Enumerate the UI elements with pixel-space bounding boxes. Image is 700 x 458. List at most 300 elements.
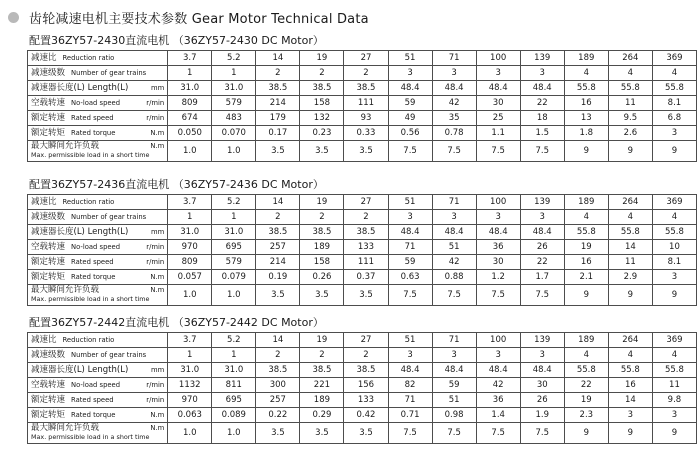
table-row	[28, 66, 697, 81]
table-row	[28, 255, 697, 270]
value-cell: 0.78	[432, 126, 476, 141]
param-name-zh: 额定转矩	[31, 128, 66, 138]
value-cell: 36	[476, 240, 520, 255]
section-title: 配置36ZY57-2436直流电机 （36ZY57-2436 DC Motor）	[29, 178, 324, 191]
param-label-cell	[28, 126, 168, 141]
value-cell: 2	[256, 348, 300, 363]
value-cell: 48.4	[432, 225, 476, 240]
value-cell: 1.4	[476, 408, 520, 423]
value-cell: 189	[564, 51, 608, 66]
value-cell: 970	[168, 393, 212, 408]
value-cell: 7.5	[388, 423, 432, 444]
value-cell: 71	[432, 333, 476, 348]
value-cell: 1.0	[168, 141, 212, 162]
value-cell: 189	[564, 195, 608, 210]
param-name-en: Rated speed	[71, 258, 114, 266]
value-cell: 48.4	[476, 363, 520, 378]
value-cell: 4	[652, 210, 696, 225]
value-cell: 55.8	[652, 225, 696, 240]
value-cell: 42	[432, 96, 476, 111]
value-cell: 51	[388, 333, 432, 348]
value-cell: 31.0	[212, 363, 256, 378]
value-cell: 26	[520, 240, 564, 255]
value-cell: 55.8	[564, 81, 608, 96]
param-name-zh: 空载转速	[31, 98, 66, 108]
param-label-cell	[28, 81, 168, 96]
spec-section-2436	[27, 176, 697, 306]
section-title: 配置36ZY57-2430直流电机 （36ZY57-2430 DC Motor）	[29, 34, 324, 47]
table-row	[28, 363, 697, 378]
value-cell: 7.5	[520, 141, 564, 162]
value-cell: 5.2	[212, 51, 256, 66]
value-cell: 1	[168, 210, 212, 225]
param-name-en: No-load speed	[71, 381, 121, 389]
value-cell: 38.5	[256, 363, 300, 378]
value-cell: 139	[520, 333, 564, 348]
value-cell: 3	[520, 66, 564, 81]
param-name-en: Number of gear trains	[71, 351, 147, 359]
param-unit: N.m	[150, 142, 165, 150]
value-cell: 1	[212, 348, 256, 363]
value-cell: 48.4	[432, 81, 476, 96]
param-name-zh: 空载转速	[31, 380, 66, 390]
param-unit: r/min	[146, 396, 165, 404]
value-cell: 100	[476, 195, 520, 210]
table-row	[28, 378, 697, 393]
value-cell: 4	[564, 66, 608, 81]
value-cell: 2	[256, 66, 300, 81]
value-cell: 31.0	[168, 225, 212, 240]
value-cell: 9	[652, 423, 696, 444]
value-cell: 8.1	[652, 96, 696, 111]
value-cell: 49	[388, 111, 432, 126]
param-label-cell	[28, 333, 168, 348]
value-cell: 189	[300, 393, 344, 408]
value-cell: 9	[564, 285, 608, 306]
param-name-zh: 减速级数	[31, 350, 66, 360]
spec-table	[27, 194, 697, 306]
value-cell: 14	[256, 195, 300, 210]
value-cell: 189	[564, 333, 608, 348]
value-cell: 7.5	[432, 285, 476, 306]
value-cell: 4	[608, 210, 652, 225]
value-cell: 100	[476, 333, 520, 348]
param-label-cell	[28, 423, 168, 444]
value-cell: 35	[432, 111, 476, 126]
value-cell: 221	[300, 378, 344, 393]
value-cell: 93	[344, 111, 388, 126]
value-cell: 1.0	[212, 285, 256, 306]
value-cell: 3.5	[300, 141, 344, 162]
param-name-zh: 最大瞬间允许负载	[31, 285, 100, 295]
value-cell: 0.19	[256, 270, 300, 285]
value-cell: 300	[256, 378, 300, 393]
value-cell: 9	[564, 423, 608, 444]
value-cell: 19	[564, 240, 608, 255]
param-unit: mm	[150, 228, 165, 236]
value-cell: 55.8	[608, 81, 652, 96]
value-cell: 51	[388, 195, 432, 210]
value-cell: 811	[212, 378, 256, 393]
param-label-cell	[28, 195, 168, 210]
value-cell: 7.5	[476, 285, 520, 306]
value-cell: 3	[476, 66, 520, 81]
value-cell: 2.3	[564, 408, 608, 423]
value-cell: 2	[344, 348, 388, 363]
value-cell: 0.33	[344, 126, 388, 141]
param-unit: N.m	[150, 273, 165, 281]
value-cell: 369	[652, 51, 696, 66]
value-cell: 369	[652, 195, 696, 210]
spec-section-2430	[27, 32, 697, 162]
value-cell: 48.4	[388, 225, 432, 240]
param-name-zh: 额定转速	[31, 113, 66, 123]
value-cell: 3	[432, 210, 476, 225]
value-cell: 3.5	[256, 285, 300, 306]
value-cell: 48.4	[520, 81, 564, 96]
param-unit: mm	[150, 366, 165, 374]
value-cell: 0.88	[432, 270, 476, 285]
value-cell: 3.7	[168, 51, 212, 66]
param-name-zh: 额定转速	[31, 257, 66, 267]
value-cell: 695	[212, 240, 256, 255]
param-name-zh: 减速比	[31, 335, 57, 345]
value-cell: 0.057	[168, 270, 212, 285]
param-name-en: No-load speed	[71, 243, 121, 251]
param-name-en: Reduction ratio	[62, 54, 115, 62]
value-cell: 55.8	[608, 225, 652, 240]
param-name-en: Max. permissible load in a short time	[31, 151, 150, 159]
value-cell: 1.0	[212, 141, 256, 162]
value-cell: 132	[300, 111, 344, 126]
table-row	[28, 240, 697, 255]
value-cell: 30	[476, 255, 520, 270]
value-cell: 7.5	[432, 141, 476, 162]
value-cell: 3	[388, 66, 432, 81]
param-label-cell	[28, 255, 168, 270]
value-cell: 179	[256, 111, 300, 126]
param-name-zh: 空载转速	[31, 242, 66, 252]
value-cell: 38.5	[256, 225, 300, 240]
value-cell: 2.9	[608, 270, 652, 285]
value-cell: 156	[344, 378, 388, 393]
value-cell: 1.1	[476, 126, 520, 141]
value-cell: 3	[388, 210, 432, 225]
value-cell: 55.8	[608, 363, 652, 378]
value-cell: 30	[476, 96, 520, 111]
spec-table	[27, 50, 697, 162]
value-cell: 48.4	[432, 363, 476, 378]
value-cell: 2	[300, 66, 344, 81]
value-cell: 38.5	[344, 81, 388, 96]
value-cell: 19	[564, 393, 608, 408]
value-cell: 55.8	[652, 81, 696, 96]
value-cell: 4	[608, 348, 652, 363]
value-cell: 0.050	[168, 126, 212, 141]
value-cell: 2.6	[608, 126, 652, 141]
value-cell: 483	[212, 111, 256, 126]
param-name-zh: 额定转矩	[31, 410, 66, 420]
table-row	[28, 285, 697, 306]
value-cell: 3	[608, 408, 652, 423]
value-cell: 71	[388, 240, 432, 255]
param-name-en: No-load speed	[71, 99, 121, 107]
value-cell: 0.26	[300, 270, 344, 285]
param-unit: r/min	[146, 381, 165, 389]
value-cell: 3.5	[300, 285, 344, 306]
table-row	[28, 96, 697, 111]
value-cell: 5.2	[212, 333, 256, 348]
value-cell: 3	[652, 408, 696, 423]
param-label-cell	[28, 270, 168, 285]
value-cell: 31.0	[168, 81, 212, 96]
value-cell: 1.0	[212, 423, 256, 444]
value-cell: 51	[388, 51, 432, 66]
param-unit: r/min	[146, 99, 165, 107]
param-name-zh: 最大瞬间允许负载	[31, 141, 100, 151]
value-cell: 133	[344, 393, 388, 408]
value-cell: 9	[608, 141, 652, 162]
value-cell: 3	[652, 270, 696, 285]
value-cell: 27	[344, 51, 388, 66]
value-cell: 13	[564, 111, 608, 126]
value-cell: 31.0	[212, 225, 256, 240]
value-cell: 22	[520, 96, 564, 111]
value-cell: 18	[520, 111, 564, 126]
value-cell: 22	[520, 255, 564, 270]
value-cell: 71	[432, 195, 476, 210]
value-cell: 0.37	[344, 270, 388, 285]
value-cell: 133	[344, 240, 388, 255]
value-cell: 3	[652, 126, 696, 141]
table-row	[28, 348, 697, 363]
table-row	[28, 141, 697, 162]
value-cell: 9	[652, 141, 696, 162]
value-cell: 0.070	[212, 126, 256, 141]
table-row	[28, 270, 697, 285]
param-name-en: Reduction ratio	[62, 336, 115, 344]
value-cell: 7.5	[520, 285, 564, 306]
value-cell: 7.5	[388, 141, 432, 162]
value-cell: 55.8	[564, 363, 608, 378]
value-cell: 214	[256, 255, 300, 270]
param-unit: N.m	[150, 411, 165, 419]
value-cell: 1.9	[520, 408, 564, 423]
value-cell: 0.42	[344, 408, 388, 423]
value-cell: 25	[476, 111, 520, 126]
value-cell: 158	[300, 255, 344, 270]
value-cell: 257	[256, 393, 300, 408]
value-cell: 100	[476, 51, 520, 66]
value-cell: 139	[520, 51, 564, 66]
value-cell: 158	[300, 96, 344, 111]
param-unit: N.m	[150, 286, 165, 294]
value-cell: 38.5	[256, 81, 300, 96]
table-row	[28, 111, 697, 126]
value-cell: 14	[256, 51, 300, 66]
value-cell: 1.5	[520, 126, 564, 141]
value-cell: 3.5	[344, 285, 388, 306]
value-cell: 1.0	[168, 285, 212, 306]
param-unit: N.m	[150, 129, 165, 137]
value-cell: 7.5	[520, 423, 564, 444]
value-cell: 22	[564, 378, 608, 393]
value-cell: 111	[344, 96, 388, 111]
param-label-cell	[28, 111, 168, 126]
value-cell: 0.089	[212, 408, 256, 423]
value-cell: 14	[608, 393, 652, 408]
value-cell: 14	[608, 240, 652, 255]
param-name-en: Reduction ratio	[62, 198, 115, 206]
param-name-zh: 减速级数	[31, 212, 66, 222]
value-cell: 0.22	[256, 408, 300, 423]
value-cell: 16	[564, 255, 608, 270]
value-cell: 2	[300, 348, 344, 363]
table-row	[28, 225, 697, 240]
param-unit: mm	[150, 84, 165, 92]
param-name-en: Max. permissible load in a short time	[31, 295, 150, 303]
value-cell: 0.29	[300, 408, 344, 423]
value-cell: 3	[432, 66, 476, 81]
value-cell: 48.4	[520, 225, 564, 240]
value-cell: 38.5	[300, 225, 344, 240]
value-cell: 3	[432, 348, 476, 363]
bullet-icon	[8, 12, 19, 23]
spec-table	[27, 332, 697, 444]
table-row	[28, 210, 697, 225]
value-cell: 55.8	[564, 225, 608, 240]
value-cell: 4	[564, 348, 608, 363]
param-label-cell	[28, 225, 168, 240]
value-cell: 5.2	[212, 195, 256, 210]
table-row	[28, 81, 697, 96]
value-cell: 369	[652, 333, 696, 348]
value-cell: 6.8	[652, 111, 696, 126]
value-cell: 3.5	[344, 423, 388, 444]
table-row	[28, 195, 697, 210]
param-label-cell	[28, 66, 168, 81]
value-cell: 38.5	[300, 363, 344, 378]
param-label-cell	[28, 210, 168, 225]
value-cell: 3	[476, 210, 520, 225]
value-cell: 0.063	[168, 408, 212, 423]
value-cell: 0.56	[388, 126, 432, 141]
value-cell: 9.8	[652, 393, 696, 408]
table-row	[28, 408, 697, 423]
param-name-zh: 额定转速	[31, 395, 66, 405]
table-row	[28, 51, 697, 66]
value-cell: 16	[608, 378, 652, 393]
param-label-cell	[28, 96, 168, 111]
value-cell: 38.5	[344, 363, 388, 378]
value-cell: 19	[300, 51, 344, 66]
value-cell: 7.5	[476, 423, 520, 444]
value-cell: 11	[652, 378, 696, 393]
param-name-en: Max. permissible load in a short time	[31, 433, 150, 441]
value-cell: 3.7	[168, 195, 212, 210]
value-cell: 111	[344, 255, 388, 270]
param-unit: N.m	[150, 424, 165, 432]
value-cell: 42	[476, 378, 520, 393]
param-label-cell	[28, 393, 168, 408]
value-cell: 2	[300, 210, 344, 225]
value-cell: 8.1	[652, 255, 696, 270]
value-cell: 3.5	[256, 423, 300, 444]
value-cell: 42	[432, 255, 476, 270]
value-cell: 16	[564, 96, 608, 111]
value-cell: 51	[432, 240, 476, 255]
param-name-zh: 最大瞬间允许负载	[31, 423, 100, 433]
value-cell: 809	[168, 96, 212, 111]
value-cell: 1	[168, 66, 212, 81]
value-cell: 1132	[168, 378, 212, 393]
value-cell: 36	[476, 393, 520, 408]
param-label-cell	[28, 240, 168, 255]
value-cell: 0.079	[212, 270, 256, 285]
param-name-zh: 减速器长度(L) Length(L)	[31, 227, 129, 237]
param-name-en: Number of gear trains	[71, 213, 147, 221]
table-row	[28, 393, 697, 408]
value-cell: 214	[256, 96, 300, 111]
value-cell: 257	[256, 240, 300, 255]
value-cell: 579	[212, 96, 256, 111]
value-cell: 674	[168, 111, 212, 126]
value-cell: 139	[520, 195, 564, 210]
value-cell: 0.17	[256, 126, 300, 141]
value-cell: 59	[432, 378, 476, 393]
table-row	[28, 423, 697, 444]
value-cell: 264	[608, 51, 652, 66]
page-title: 齿轮减速电机主要技术参数 Gear Motor Technical Data	[29, 11, 369, 27]
value-cell: 31.0	[168, 363, 212, 378]
value-cell: 3.5	[300, 423, 344, 444]
value-cell: 48.4	[388, 81, 432, 96]
table-row	[28, 126, 697, 141]
value-cell: 0.23	[300, 126, 344, 141]
value-cell: 82	[388, 378, 432, 393]
value-cell: 48.4	[476, 81, 520, 96]
param-name-zh: 减速比	[31, 53, 57, 63]
value-cell: 3	[476, 348, 520, 363]
value-cell: 3	[520, 348, 564, 363]
value-cell: 26	[520, 393, 564, 408]
param-label-cell	[28, 51, 168, 66]
value-cell: 1.8	[564, 126, 608, 141]
value-cell: 970	[168, 240, 212, 255]
value-cell: 2	[344, 66, 388, 81]
param-label-cell	[28, 408, 168, 423]
value-cell: 71	[432, 51, 476, 66]
value-cell: 0.63	[388, 270, 432, 285]
value-cell: 1	[212, 66, 256, 81]
value-cell: 1	[212, 210, 256, 225]
value-cell: 11	[608, 96, 652, 111]
param-unit: r/min	[146, 258, 165, 266]
param-name-en: Number of gear trains	[71, 69, 147, 77]
param-name-zh: 减速器长度(L) Length(L)	[31, 83, 129, 93]
param-name-zh: 减速器长度(L) Length(L)	[31, 365, 129, 375]
value-cell: 9.5	[608, 111, 652, 126]
value-cell: 4	[564, 210, 608, 225]
value-cell: 0.71	[388, 408, 432, 423]
value-cell: 0.98	[432, 408, 476, 423]
value-cell: 48.4	[388, 363, 432, 378]
value-cell: 48.4	[476, 225, 520, 240]
value-cell: 1.7	[520, 270, 564, 285]
value-cell: 9	[608, 423, 652, 444]
value-cell: 3	[520, 210, 564, 225]
value-cell: 189	[300, 240, 344, 255]
